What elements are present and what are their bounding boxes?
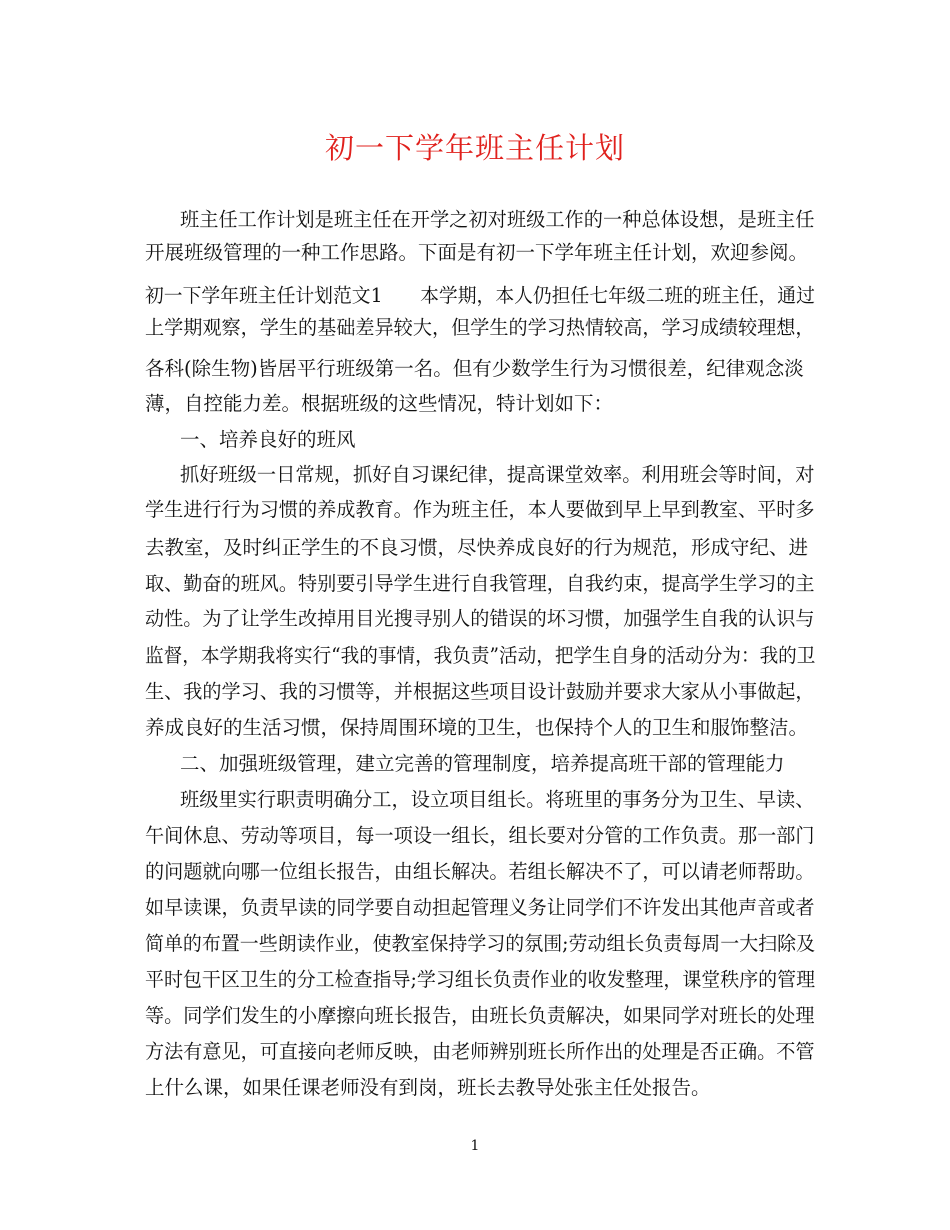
paragraph-line: 各科(除生物)皆居平行班级第一名。但有少数学生行为习惯很差，纪律观念淡 [145,357,804,380]
paragraph-line: 薄，自控能力差。根据班级的这些情况，特计划如下： [145,392,614,415]
paragraph-line: 方法有意见，可直接向老师反映，由老师辨别班长所作出的处理是否正确。不管 [145,1040,815,1063]
paragraph-line: 班主任工作计划是班主任在开学之初对班级工作的一种总体设想，是班主任 [180,208,815,231]
paragraph-line: 生、我的学习、我的习惯等，并根据这些项目设计鼓励并要求大家从小事做起， [145,680,815,703]
section-heading: 一、培养良好的班风 [180,428,356,451]
page-title: 初一下学年班主任计划 [324,131,625,165]
paragraph-line: 等。同学们发生的小摩擦向班长报告，由班长负责解决，如果同学对班长的处理 [145,1004,815,1027]
paragraph-line: 去教室，及时纠正学生的不良习惯，尽快养成良好的行为规范，形成守纪、进 [145,536,809,559]
section-heading: 二、加强班级管理，建立完善的管理制度，培养提高班干部的管理能力 [180,752,785,775]
paragraph-line: 开展班级管理的一种工作思路。下面是有初一下学年班主任计划，欢迎参阅。 [145,241,809,264]
paragraph-line: 初一下学年班主任计划范文1 本学期，本人仍担任七年级二班的班主任，通过 [145,284,815,307]
paragraph-line: 监督，本学期我将实行“我的事情，我负责”活动，把学生自身的活动分为：我的卫 [145,644,816,667]
paragraph-line: 动性。为了让学生改掉用目光搜寻别人的错误的坏习惯，加强学生自我的认识与 [145,607,815,630]
paragraph-line: 养成良好的生活习惯，保持周围环境的卫生，也保持个人的卫生和服饰整洁。 [145,716,809,739]
paragraph-line: 班级里实行职责明确分工，设立项目组长。将班里的事务分为卫生、早读、 [180,788,815,811]
paragraph-line: 如早读课，负责早读的同学要自动担起管理义务让同学们不许发出其他声音或者 [145,896,815,919]
paragraph-line: 的问题就向哪一位组长报告，由组长解决。若组长解决不了，可以请老师帮助。 [145,860,815,883]
paragraph-line: 上什么课，如果任课老师没有到岗，班长去教导处张主任处报告。 [145,1076,711,1099]
page-number: 1 [470,1138,480,1154]
paragraph-line: 平时包干区卫生的分工检查指导;学习组长负责作业的收发整理，课堂秩序的管理 [145,968,816,991]
paragraph-line: 取、勤奋的班风。特别要引导学生进行自我管理，自我约束，提高学生学习的主 [145,572,815,595]
paragraph-line: 抓好班级一日常规，抓好自习课纪律，提高课堂效率。利用班会等时间，对 [180,463,815,486]
paragraph-line: 简单的布置一些朗读作业，使教室保持学习的氛围;劳动组长负责每周一大扫除及 [145,932,816,955]
paragraph-line: 午间休息、劳动等项目，每一项设一组长，组长要对分管的工作负责。那一部门 [145,824,815,847]
paragraph-line: 学生进行行为习惯的养成教育。作为班主任，本人要做到早上早到教室、平时多 [145,498,815,521]
paragraph-line: 上学期观察，学生的基础差异较大，但学生的学习热情较高，学习成绩较理想， [145,316,815,339]
